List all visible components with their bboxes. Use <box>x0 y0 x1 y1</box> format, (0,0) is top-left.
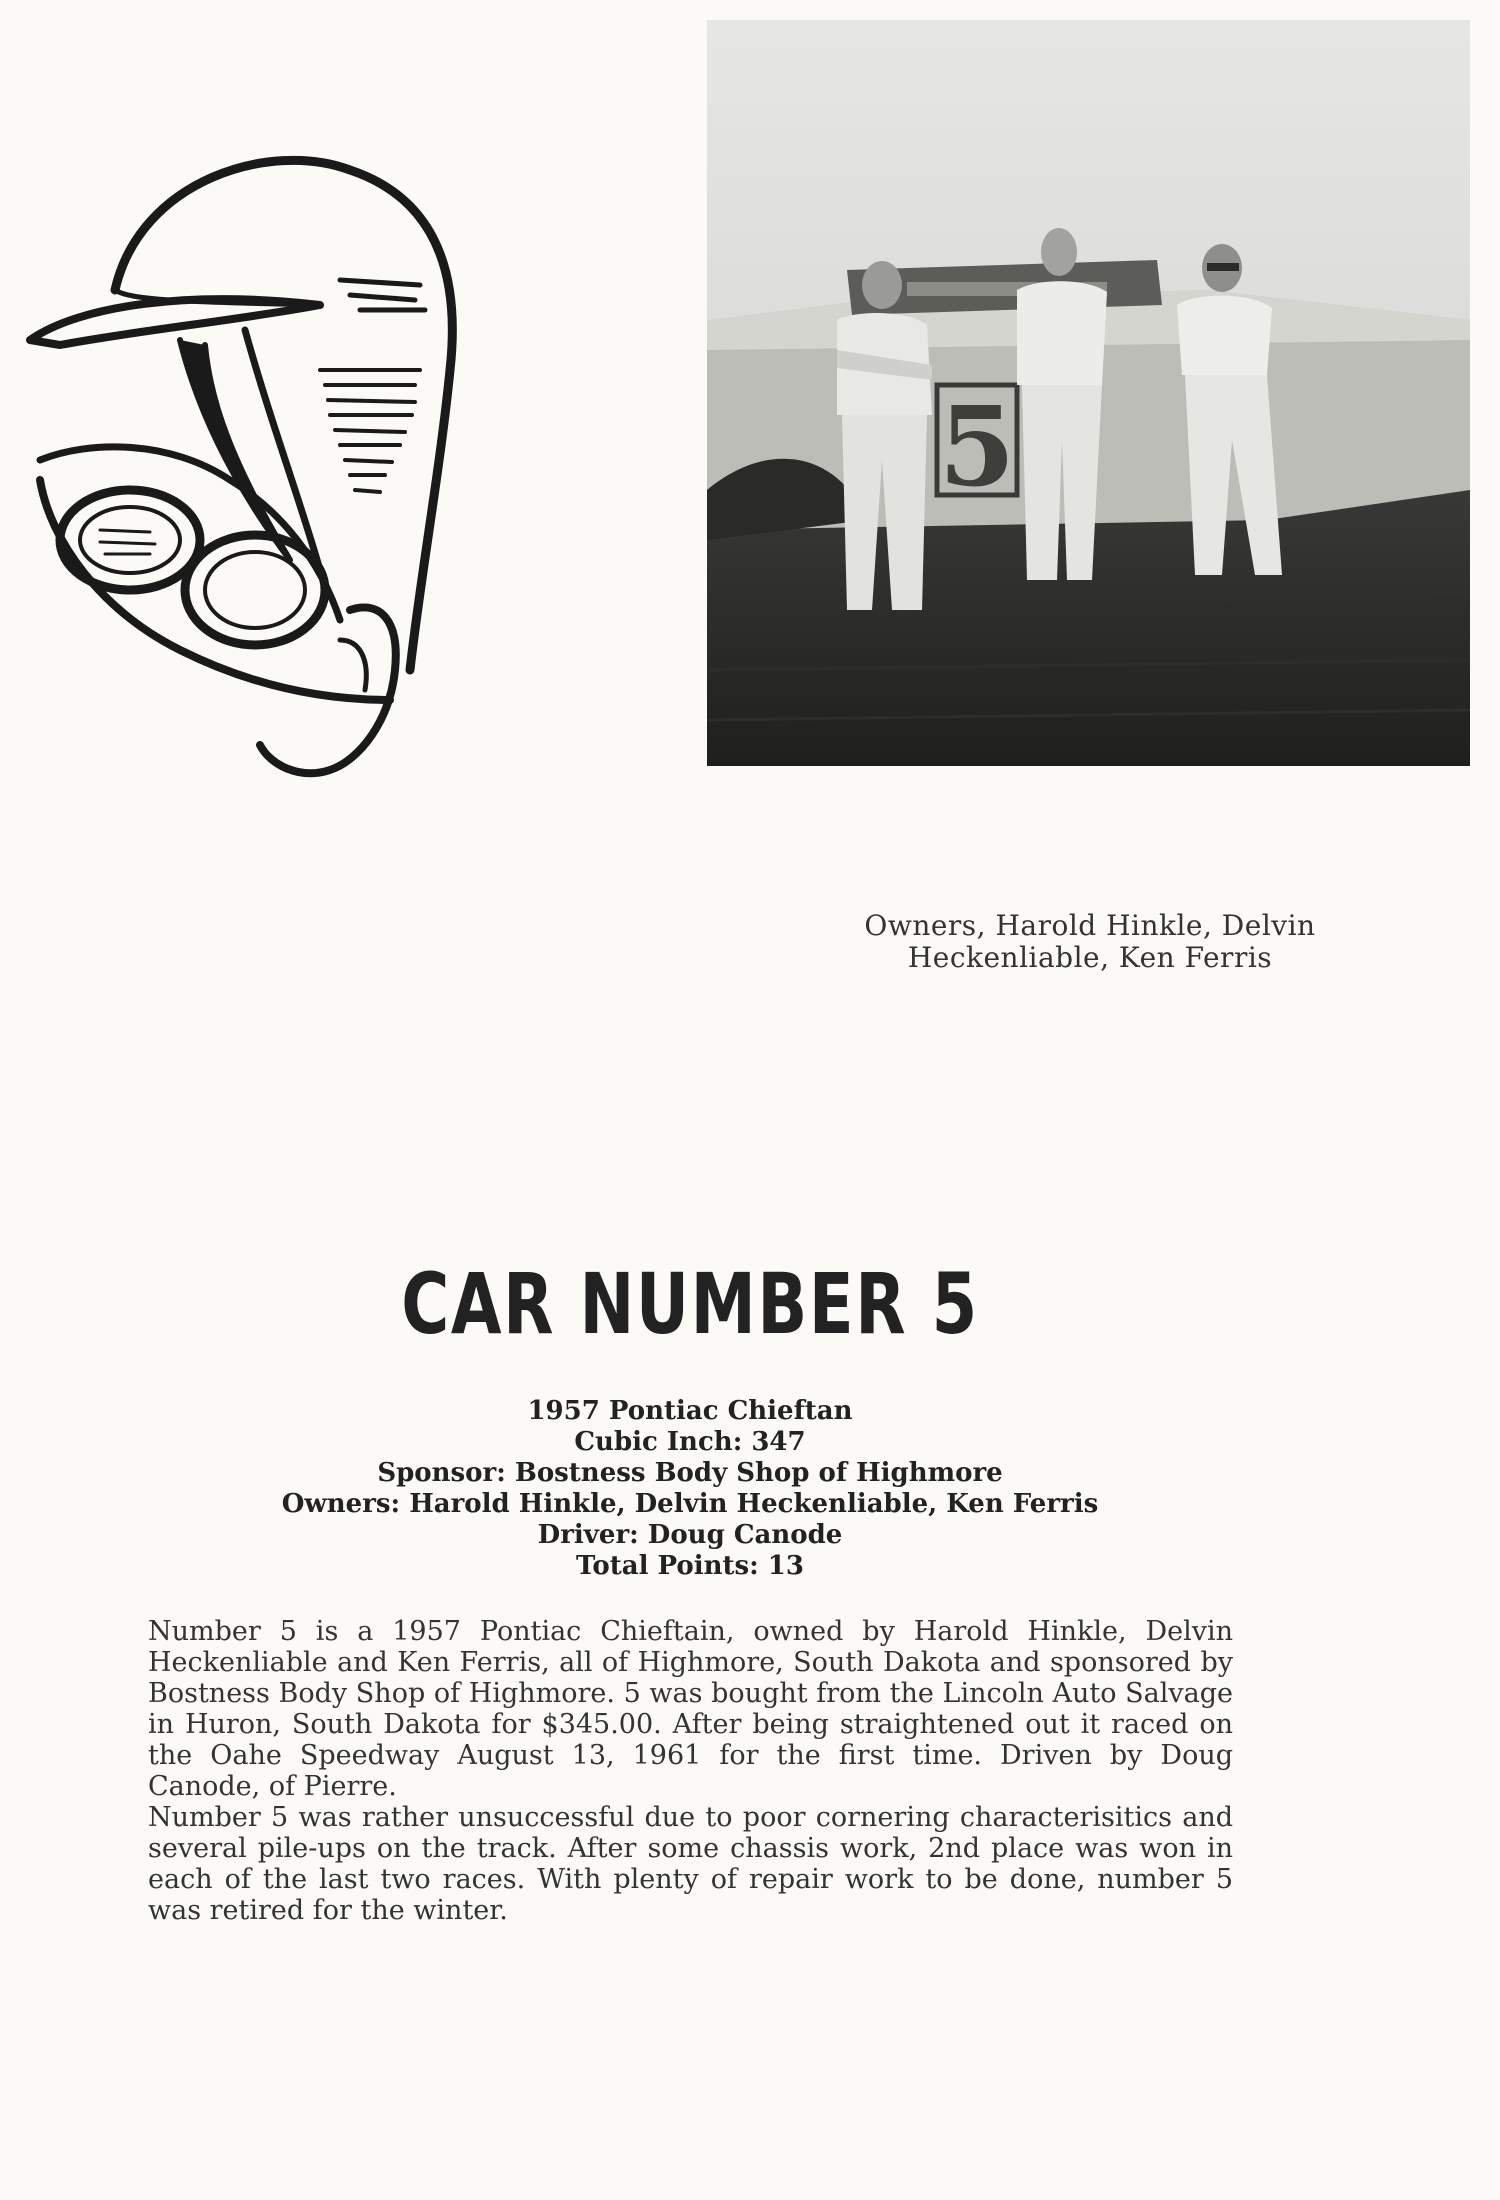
photo-caption <box>800 910 1380 974</box>
description-paragraph: Number 5 was rather unsuccessful due to poor cornering characterisitics and several pile-ups on the track. After some chassis work, 2nd place was won in each of the last two races. With plenty of repair work to be done, number 5 was retired for the winter. <box>148 1802 1233 1926</box>
spec-cubic-inch: Cubic Inch: 347 <box>574 1427 806 1457</box>
spec-model: 1957 Pontiac Chieftan <box>527 1396 853 1426</box>
car-specs <box>150 1396 1230 1582</box>
caption-line: Owners, Harold Hinkle, Delvin <box>864 909 1316 942</box>
spec-driver: Driver: Doug Canode <box>537 1520 843 1550</box>
description-paragraph: Number 5 is a 1957 Pontiac Chieftain, owned by Harold Hinkle, Delvin Heckenliable and Ken Ferris, all of Highmore, South Dakota and sponsored by Bostness Body Shop of Highmore. 5 was bought from the Lincoln Auto Salvage in Huron, South Dakota for $345.00. After being straightened out it raced on the Oahe Speedway August 13, 1961 for the first time. Driven by Doug Canode, of Pierre. <box>148 1616 1233 1802</box>
owners-photograph <box>707 20 1470 766</box>
car-number-label: 5 <box>938 382 1016 511</box>
spec-total-points: Total Points: 13 <box>576 1551 804 1581</box>
helmet-goggles-illustration <box>20 140 460 790</box>
car-description <box>148 1616 1233 1926</box>
spec-owners: Owners: Harold Hinkle, Delvin Heckenliable, Ken Ferris <box>281 1489 1099 1519</box>
caption-line: Heckenliable, Ken Ferris <box>907 941 1273 974</box>
page-title: CAR NUMBER 5 <box>401 1255 979 1353</box>
spec-sponsor: Sponsor: Bostness Body Shop of Highmore <box>377 1458 1003 1488</box>
